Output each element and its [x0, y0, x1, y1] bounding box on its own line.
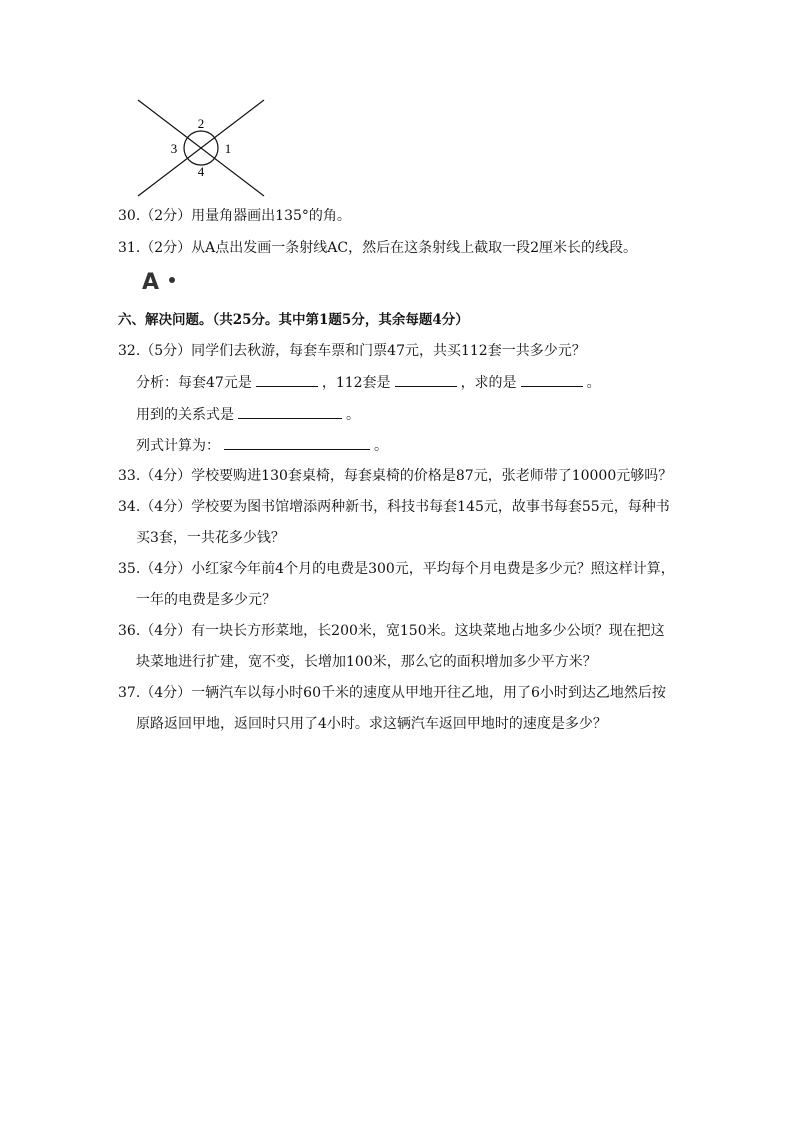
blank-1[interactable]: [256, 372, 318, 387]
intersecting-lines-figure: [134, 96, 268, 200]
question-34-line1: 34.（4分）学校要为图书馆增添两种新书，科技书每套145元，故事书每套55元，每种书: [118, 499, 670, 515]
relation-end: 。: [346, 407, 360, 423]
analysis-end: 。: [586, 375, 601, 391]
analysis-part-a: 分析：每套47元是: [136, 375, 252, 391]
point-a-label: A: [142, 270, 160, 295]
question-37-line1: 37.（4分）一辆汽车以每小时60千米的速度从甲地开往乙地，用了6小时到达乙地然后按: [118, 685, 666, 701]
point-a-marker: [142, 270, 175, 295]
analysis-part-b: ，112套是: [321, 375, 391, 391]
calc-label: 列式计算为：: [136, 438, 220, 454]
question-32-analysis: [136, 372, 601, 393]
question-30: 30.（2分）用量角器画出135°的角。: [118, 208, 351, 224]
angle-label-4: 4: [197, 164, 205, 179]
analysis-part-c: ，求的是: [460, 375, 517, 391]
blank-calc[interactable]: [224, 435, 370, 450]
question-34-line2: 买3套，一共花多少钱？: [136, 530, 285, 546]
angle-label-3: 3: [170, 141, 178, 156]
blank-2[interactable]: [395, 372, 457, 387]
question-35-line1: 35.（4分）小红家今年前4个月的电费是300元，平均每个月电费是多少元？照这样计算，: [118, 561, 675, 577]
blank-3[interactable]: [521, 372, 583, 387]
angle-label-1: 1: [224, 141, 232, 156]
question-36-line1: 36.（4分）有一块长方形菜地，长200米，宽150米。这块菜地占地多少公顷？现在把这: [118, 623, 665, 639]
question-35-line2: 一年的电费是多少元？: [136, 592, 276, 608]
relation-label: 用到的关系式是: [136, 407, 234, 423]
question-33: 33.（4分）学校要购进130套桌椅，每套桌椅的价格是87元，张老师带了10000元够吗？: [118, 468, 673, 484]
point-dot-icon: [169, 277, 175, 283]
question-32: 32.（5分）同学们去秋游，每套车票和门票47元，共买112套一共多少元？: [118, 343, 586, 359]
question-32-relation: [136, 404, 360, 425]
question-37-line2: 原路返回甲地，返回时只用了4小时。求这辆汽车返回甲地时的速度是多少？: [136, 716, 607, 732]
blank-relation[interactable]: [238, 404, 342, 419]
question-31: 31.（2分）从A点出发画一条射线AC，然后在这条射线上截取一段2厘米长的线段。: [118, 240, 638, 256]
angle-label-2: 2: [197, 116, 205, 131]
question-36-line2: 块菜地进行扩建，宽不变，长增加100米，那么它的面积增加多少平方米？: [136, 654, 597, 670]
calc-end: 。: [374, 438, 388, 454]
question-32-calc: [136, 435, 388, 456]
section-6-title: 六、解决问题。（共25分。其中第1题5分，其余每题4分）: [118, 312, 469, 328]
